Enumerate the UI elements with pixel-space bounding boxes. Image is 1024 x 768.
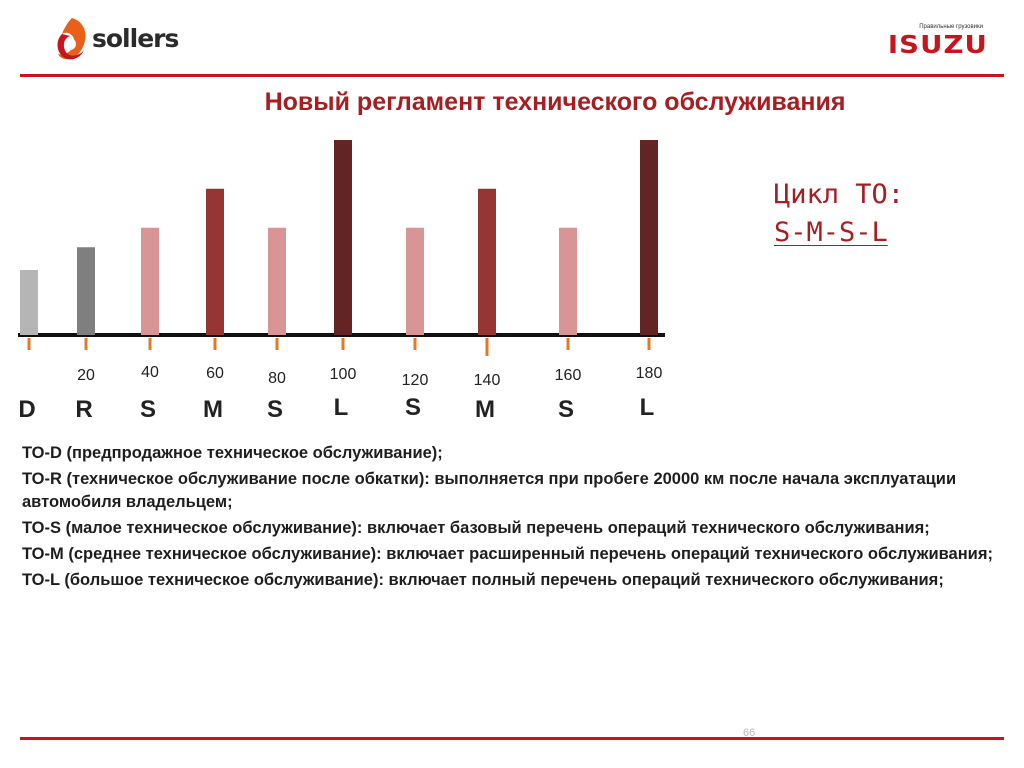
tick-label-100: 100 (329, 366, 357, 383)
category-label-s-4: S (266, 396, 284, 423)
axis-tick-6 (414, 338, 417, 350)
page-title: Новый регламент технического обслуживания (264, 88, 846, 116)
footer-divider (20, 737, 1004, 740)
axis-tick-0 (28, 338, 31, 350)
category-label-s-6: S (404, 394, 422, 421)
bar-m-3 (206, 189, 224, 335)
isuzu-tagline: Правильные грузовики (919, 24, 983, 30)
maintenance-descriptions (22, 442, 1012, 595)
sollers-wordmark: sollers (92, 24, 179, 53)
axis-tick-9 (648, 338, 651, 350)
description-to-s: ТО-S (малое техническое обслуживание): включает базовый перечень операций технического обслуживания; (22, 519, 930, 537)
category-label-s-8: S (557, 396, 575, 423)
category-label-s-2: S (139, 396, 157, 423)
description-to-m: ТО-M (среднее техническое обслуживание): включает расширенный перечень операций технического обслуживания; (22, 545, 993, 563)
bar-s-8 (559, 228, 577, 335)
axis-tick-5 (342, 338, 345, 350)
header-divider (20, 74, 1004, 77)
bar-m-7 (478, 189, 496, 335)
bar-d-0 (20, 270, 38, 335)
description-to-d: ТО-D (предпродажное техническое обслуживание); (22, 444, 443, 462)
bar-l-5 (334, 140, 352, 335)
description-to-r: ТО-R (техническое обслуживание после обкатки): выполняется при пробеге 20000 км после начала эксплуатации автомобиля владельцем; (22, 470, 957, 511)
tick-label-40: 40 (141, 364, 159, 381)
category-label-m-7: M (475, 396, 495, 423)
category-label-l-5: L (333, 394, 349, 421)
maintenance-bar-chart (0, 130, 700, 430)
tick-label-20: 20 (77, 367, 95, 384)
axis-tick-2 (149, 338, 152, 350)
tick-label-160: 160 (554, 367, 582, 384)
tick-label-180: 180 (635, 365, 663, 382)
page-number: 66 (743, 727, 756, 739)
bar-r-1 (77, 247, 95, 335)
bar-s-4 (268, 228, 286, 335)
tick-label-60: 60 (206, 365, 224, 382)
axis-tick-8 (567, 338, 570, 350)
cycle-heading: Цикл ТО: (774, 179, 905, 210)
axis-tick-4 (276, 338, 279, 350)
isuzu-logo: ISUZU (887, 30, 988, 59)
sollers-swirl-icon (52, 14, 92, 70)
category-label-r-1: R (75, 396, 93, 423)
bar-s-2 (141, 228, 159, 335)
maintenance-cycle (774, 176, 904, 252)
sollers-logo (52, 14, 192, 70)
axis-tick-7 (486, 338, 489, 356)
category-label-l-9: L (639, 394, 655, 421)
bar-s-6 (406, 228, 424, 335)
cycle-sequence: S-M-S-L (774, 217, 888, 248)
bar-l-9 (640, 140, 658, 335)
category-label-d-0: D (18, 396, 36, 423)
axis-tick-3 (214, 338, 217, 350)
category-label-m-3: M (203, 396, 223, 423)
tick-label-120: 120 (401, 372, 429, 389)
description-to-l: ТО-L (большое техническое обслуживание): включает полный перечень операций технического обслуживания; (22, 571, 944, 589)
axis-tick-1 (85, 338, 88, 350)
tick-label-80: 80 (268, 370, 286, 387)
tick-label-140: 140 (473, 372, 501, 389)
